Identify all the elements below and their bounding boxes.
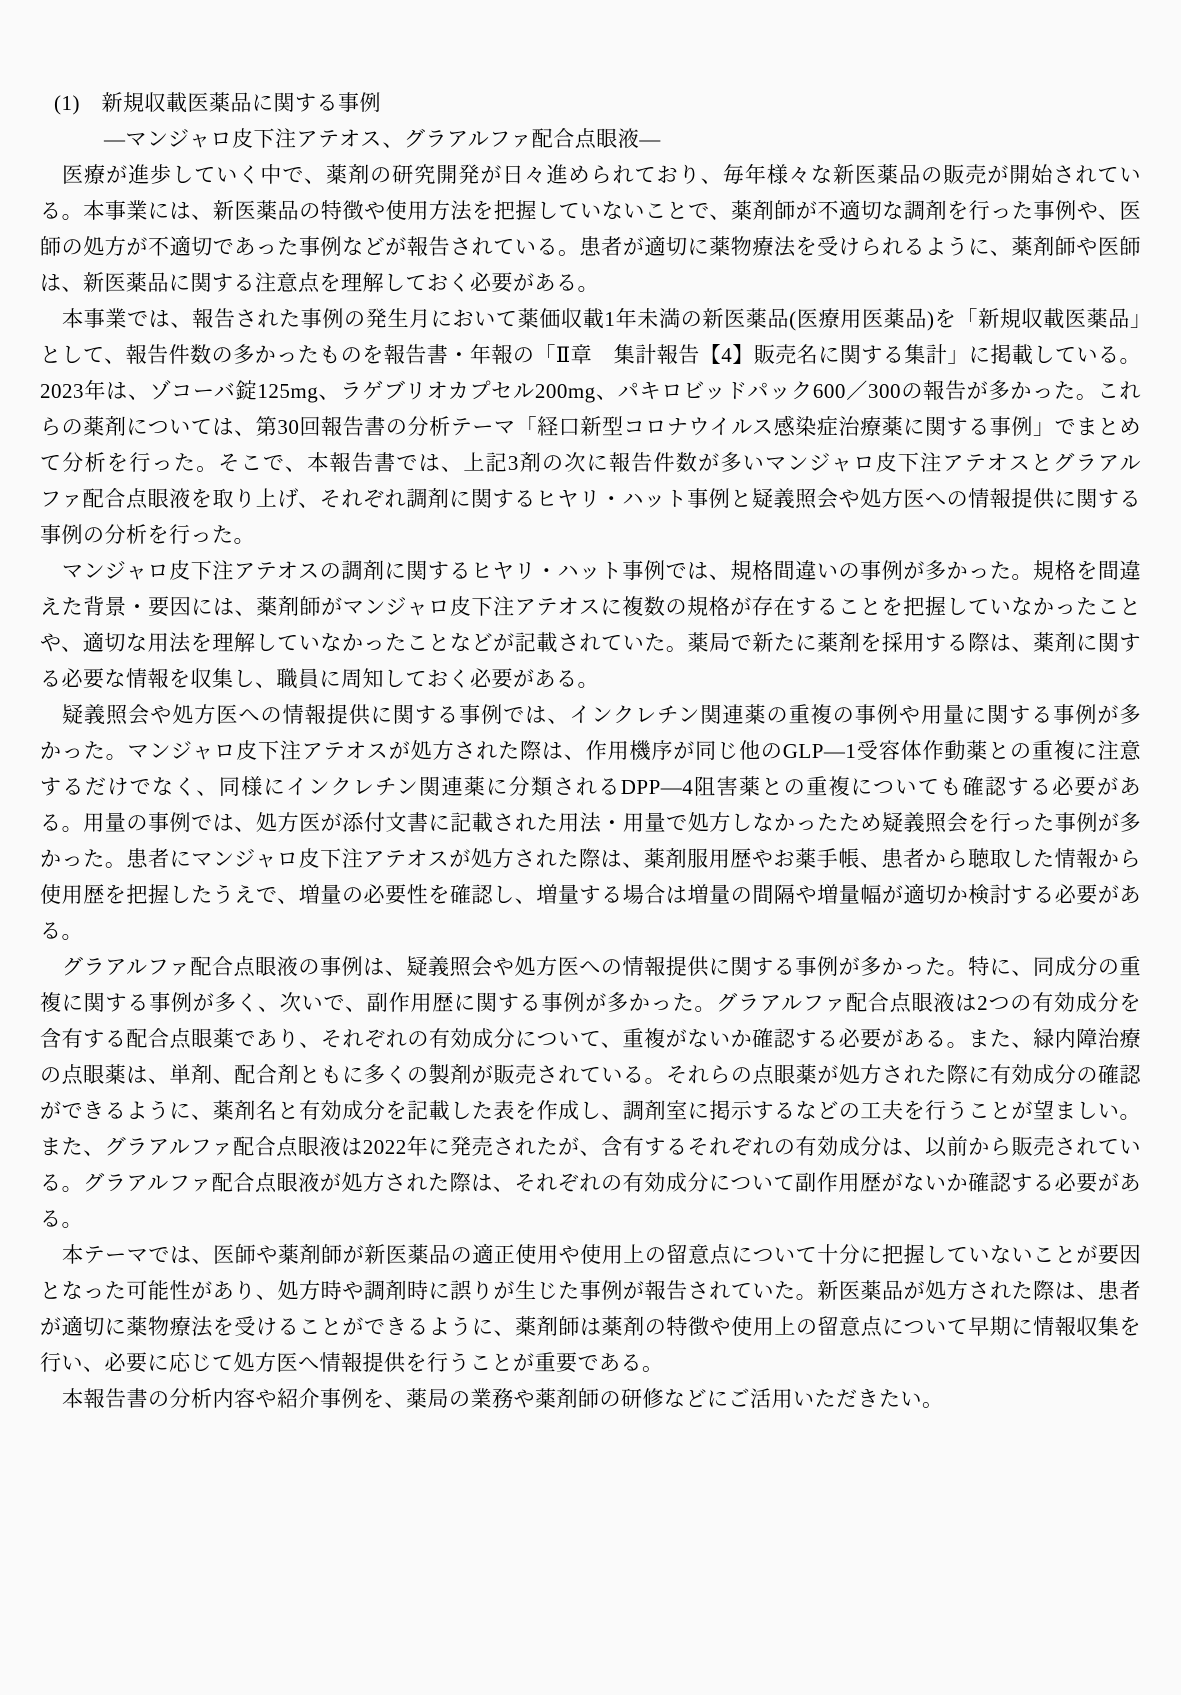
paragraph-project-overview: 本事業では、報告された事例の発生月において薬価収載1年未満の新医薬品(医療用医薬品)を「新規収載医薬品」として、報告件数の多かったものを報告書・年報の「Ⅱ章 集計報告【4】販売名に関する集計」に掲載している。2023年は、ゾコーバ錠125mg、ラゲブリオカプセル200mg、パキロビッドパック600／300の報告が多かった。これらの薬剤については、第30回報告書の分析テーマ「経口新型コロナウイルス感染症治療薬に関する事例」でまとめて分析を行った。そこで、本報告書では、上記3剤の次に報告件数が多いマンジャロ皮下注アテオスとグラアルファ配合点眼液を取り上げ、それぞれ調剤に関するヒヤリ・ハット事例と疑義照会や処方医への情報提供に関する事例の分析を行った。 — [40, 307, 1141, 547]
section-subheading: ―マンジャロ皮下注アテオス、グラアルファ配合点眼液― — [104, 127, 661, 151]
section-heading: (1) 新規収載医薬品に関する事例 — [54, 91, 381, 115]
paragraph-intro: 医療が進歩していく中で、薬剤の研究開発が日々進められており、毎年様々な新医薬品の販売が開始されている。本事業には、新医薬品の特徴や使用方法を把握していないことで、薬剤師が不適切な調剤を行った事例や、医師の処方が不適切であった事例などが報告されている。患者が適切に薬物療法を受けられるように、薬剤師や医師は、新医薬品に関する注意点を理解しておく必要がある。 — [40, 163, 1141, 295]
paragraph-theme-summary: 本テーマでは、医師や薬剤師が新医薬品の適正使用や使用上の留意点について十分に把握していないことが要因となった可能性があり、処方時や調剤時に誤りが生じた事例が報告されていた。新医薬品が処方された際は、患者が適切に薬物療法を受けることができるように、薬剤師は薬剤の特徴や使用上の留意点について早期に情報収集を行い、必要に応じて処方医へ情報提供を行うことが重要である。 — [40, 1243, 1141, 1375]
paragraph-mounjaro-inquiry-cases: 疑義照会や処方医への情報提供に関する事例では、インクレチン関連薬の重複の事例や用量に関する事例が多かった。マンジャロ皮下注アテオスが処方された際は、作用機序が同じ他のGLP―1受容体作動薬との重複に注意するだけでなく、同様にインクレチン関連薬に分類されるDPP―4阻害薬との重複についても確認する必要がある。用量の事例では、処方医が添付文書に記載された用法・用量で処方しなかったため疑義照会を行った事例が多かった。患者にマンジャロ皮下注アテオスが処方された際は、薬剤服用歴やお薬手帳、患者から聴取した情報から使用歴を把握したうえで、増量の必要性を確認し、増量する場合は増量の間隔や増量幅が適切か検討する必要がある。 — [40, 703, 1141, 943]
paragraph-gla-alpha-cases: グラアルファ配合点眼液の事例は、疑義照会や処方医への情報提供に関する事例が多かった。特に、同成分の重複に関する事例が多く、次いで、副作用歴に関する事例が多かった。グラアルファ配合点眼液は2つの有効成分を含有する配合点眼薬であり、それぞれの有効成分について、重複がないか確認する必要がある。また、緑内障治療の点眼薬は、単剤、配合剤ともに多くの製剤が販売されている。それらの点眼薬が処方された際に有効成分の確認ができるように、薬剤名と有効成分を記載した表を作成し、調剤室に掲示するなどの工夫を行うことが望ましい。また、グラアルファ配合点眼液は2022年に発売されたが、含有するそれぞれの有効成分は、以前から販売されている。グラアルファ配合点眼液が処方された際は、それぞれの有効成分について副作用歴がないか確認する必要がある。 — [40, 955, 1141, 1231]
paragraph-closing: 本報告書の分析内容や紹介事例を、薬局の業務や薬剤師の研修などにご活用いただきたい。 — [62, 1387, 944, 1411]
paragraph-mounjaro-dispensing-cases: マンジャロ皮下注アテオスの調剤に関するヒヤリ・ハット事例では、規格間違いの事例が多かった。規格を間違えた背景・要因には、薬剤師がマンジャロ皮下注アテオスに複数の規格が存在することを把握していなかったことや、適切な用法を理解していなかったことなどが記載されていた。薬局で新たに薬剤を採用する際は、薬剤に関する必要な情報を収集し、職員に周知しておく必要がある。 — [40, 559, 1141, 691]
